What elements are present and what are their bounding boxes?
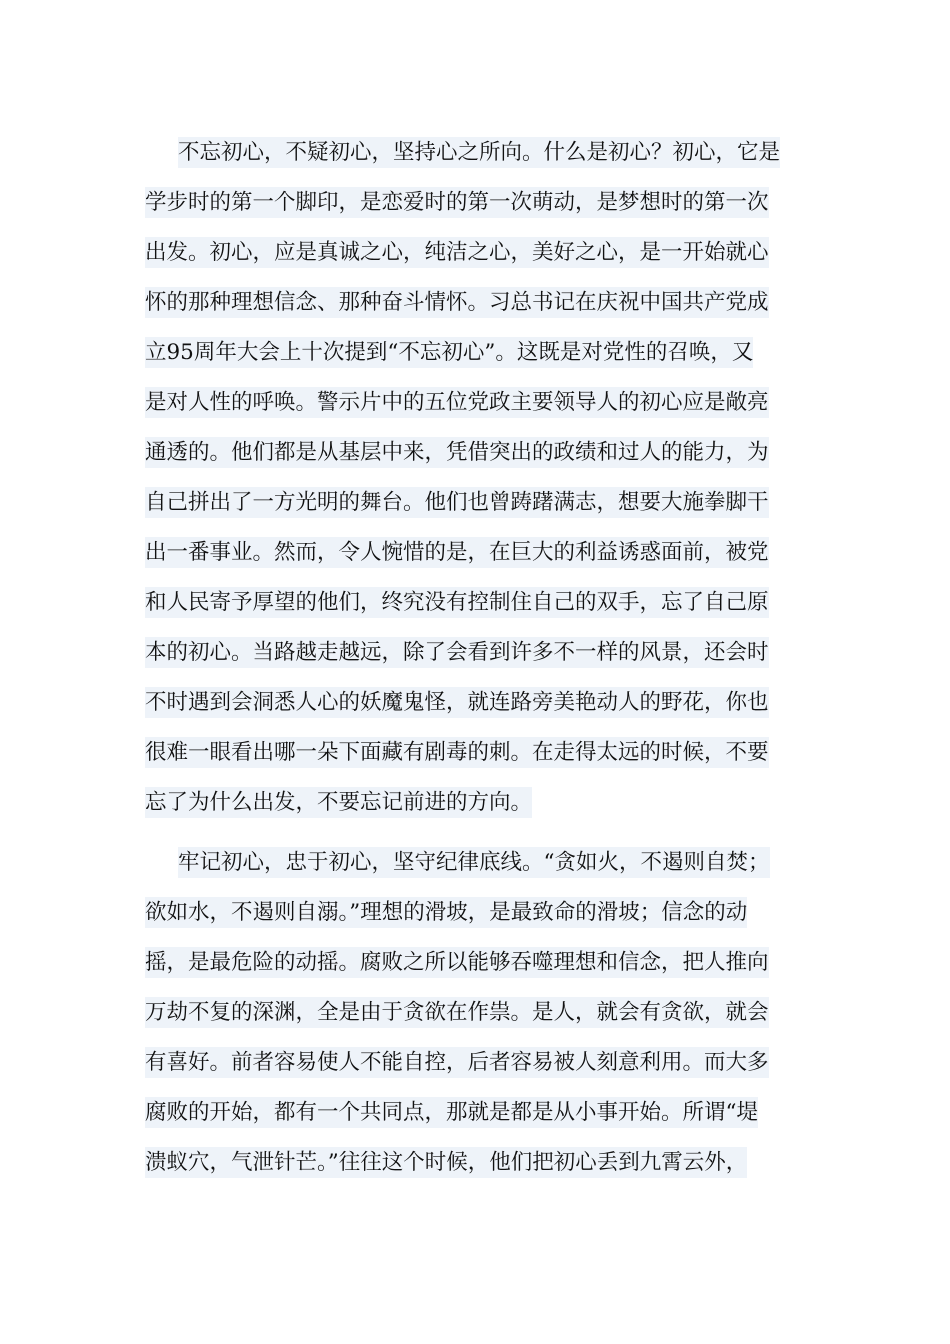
text-line: 不忘初心，不疑初心，坚持心之所向。什么是初心？初心，它是: [145, 128, 810, 178]
text-line: 学步时的第一个脚印，是恋爱时的第一次萌动，是梦想时的第一次: [145, 178, 810, 228]
text-line: 怀的那种理想信念、那种奋斗情怀。习总书记在庆祝中国共产党成: [145, 278, 810, 328]
text-line: 欲如水，不遏则自溺。”理想的滑坡，是最致命的滑坡；信念的动: [145, 888, 810, 938]
text-line: 很难一眼看出哪一朵下面藏有剧毒的刺。在走得太远的时候，不要: [145, 728, 810, 778]
text-line: 出发。初心，应是真诚之心，纯洁之心，美好之心，是一开始就心: [145, 228, 810, 278]
text-line: 是对人性的呼唤。警示片中的五位党政主要领导人的初心应是敞亮: [145, 378, 810, 428]
text-line: 溃蚁穴，气泄针芒。”往往这个时候，他们把初心丢到九霄云外，: [145, 1138, 810, 1188]
text-line: 有喜好。前者容易使人不能自控，后者容易被人刻意利用。而大多: [145, 1038, 810, 1088]
paragraph-2: [145, 838, 810, 1188]
text-line: 不时遇到会洞悉人心的妖魔鬼怪，就连路旁美艳动人的野花，你也: [145, 678, 810, 728]
text-line: 摇，是最危险的动摇。腐败之所以能够吞噬理想和信念，把人推向: [145, 938, 810, 988]
text-line: 和人民寄予厚望的他们，终究没有控制住自己的双手，忘了自己原: [145, 578, 810, 628]
text-line: 忘了为什么出发，不要忘记前进的方向。: [145, 778, 810, 828]
text-line: 腐败的开始，都有一个共同点，那就是都是从小事开始。所谓“堤: [145, 1088, 810, 1138]
text-line: 自己拼出了一方光明的舞台。他们也曾踌躇满志，想要大施拳脚干: [145, 478, 810, 528]
text-line: 万劫不复的深渊，全是由于贪欲在作祟。是人，就会有贪欲，就会: [145, 988, 810, 1038]
text-line: 通透的。他们都是从基层中来，凭借突出的政绩和过人的能力，为: [145, 428, 810, 478]
text-line: 本的初心。当路越走越远，除了会看到许多不一样的风景，还会时: [145, 628, 810, 678]
paragraph-1: [145, 128, 810, 828]
text-line: 出一番事业。然而，令人惋惜的是，在巨大的利益诱惑面前，被党: [145, 528, 810, 578]
text-line: 牢记初心，忠于初心，坚守纪律底线。“贪如火，不遏则自焚；: [145, 838, 810, 888]
text-line: 立95周年大会上十次提到“不忘初心”。这既是对党性的召唤，又: [145, 328, 810, 378]
